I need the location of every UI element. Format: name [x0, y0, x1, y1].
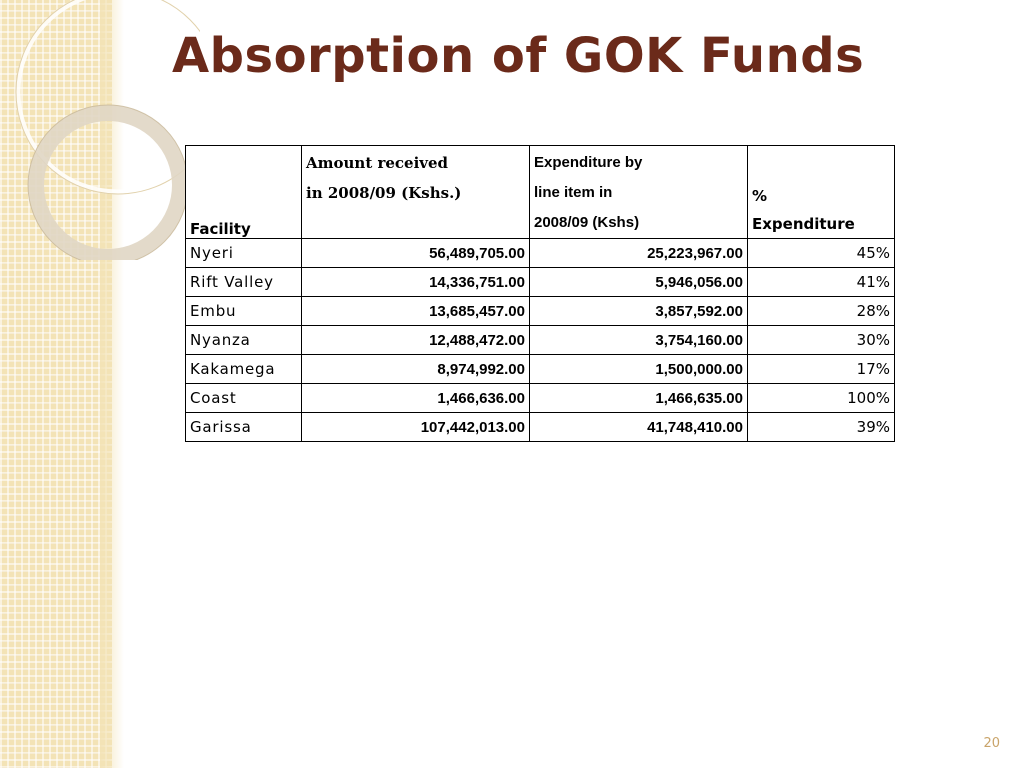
table-row [186, 355, 895, 384]
slide-title: Absorption of GOK Funds [172, 28, 865, 84]
header-percent-line2: Expenditure [752, 215, 855, 233]
amount-cell: 1,466,636.00 [302, 384, 530, 413]
funds-table [185, 145, 895, 442]
percent-cell: 30% [748, 326, 895, 355]
expenditure-cell: 1,466,635.00 [530, 384, 748, 413]
expenditure-cell: 41,748,410.00 [530, 413, 748, 442]
facility-cell: Coast [186, 384, 302, 413]
header-expenditure-line1: Expenditure by [534, 154, 643, 171]
header-expenditure-line2: line item in [534, 184, 613, 201]
header-expenditure-line3: 2008/09 (Kshs) [534, 214, 640, 231]
header-amount-received [302, 146, 530, 239]
expenditure-cell: 25,223,967.00 [530, 239, 748, 268]
percent-cell: 39% [748, 413, 895, 442]
table-header-row [186, 146, 895, 239]
header-facility-label: Facility [190, 220, 251, 238]
table-row [186, 239, 895, 268]
table-row [186, 413, 895, 442]
page-number: 20 [983, 736, 1000, 751]
facility-cell: Garissa [186, 413, 302, 442]
amount-cell: 14,336,751.00 [302, 268, 530, 297]
percent-cell: 100% [748, 384, 895, 413]
facility-cell: Kakamega [186, 355, 302, 384]
facility-cell: Nyanza [186, 326, 302, 355]
table-row [186, 326, 895, 355]
amount-cell: 56,489,705.00 [302, 239, 530, 268]
expenditure-cell: 1,500,000.00 [530, 355, 748, 384]
percent-cell: 41% [748, 268, 895, 297]
header-amount-line2: in 2008/09 (Kshs.) [306, 184, 462, 202]
amount-cell: 12,488,472.00 [302, 326, 530, 355]
amount-cell: 8,974,992.00 [302, 355, 530, 384]
percent-cell: 17% [748, 355, 895, 384]
header-amount-line1: Amount received [306, 154, 449, 172]
facility-cell: Embu [186, 297, 302, 326]
expenditure-cell: 5,946,056.00 [530, 268, 748, 297]
facility-cell: Nyeri [186, 239, 302, 268]
table-row [186, 384, 895, 413]
facility-cell: Rift Valley [186, 268, 302, 297]
amount-cell: 13,685,457.00 [302, 297, 530, 326]
expenditure-cell: 3,857,592.00 [530, 297, 748, 326]
percent-cell: 45% [748, 239, 895, 268]
table-row [186, 297, 895, 326]
decorative-rings [0, 0, 200, 260]
expenditure-cell: 3,754,160.00 [530, 326, 748, 355]
header-percent-line1: % [752, 187, 768, 205]
header-expenditure [530, 146, 748, 239]
header-percent-expenditure [748, 146, 895, 239]
table-row [186, 268, 895, 297]
header-facility [186, 146, 302, 239]
percent-cell: 28% [748, 297, 895, 326]
amount-cell: 107,442,013.00 [302, 413, 530, 442]
